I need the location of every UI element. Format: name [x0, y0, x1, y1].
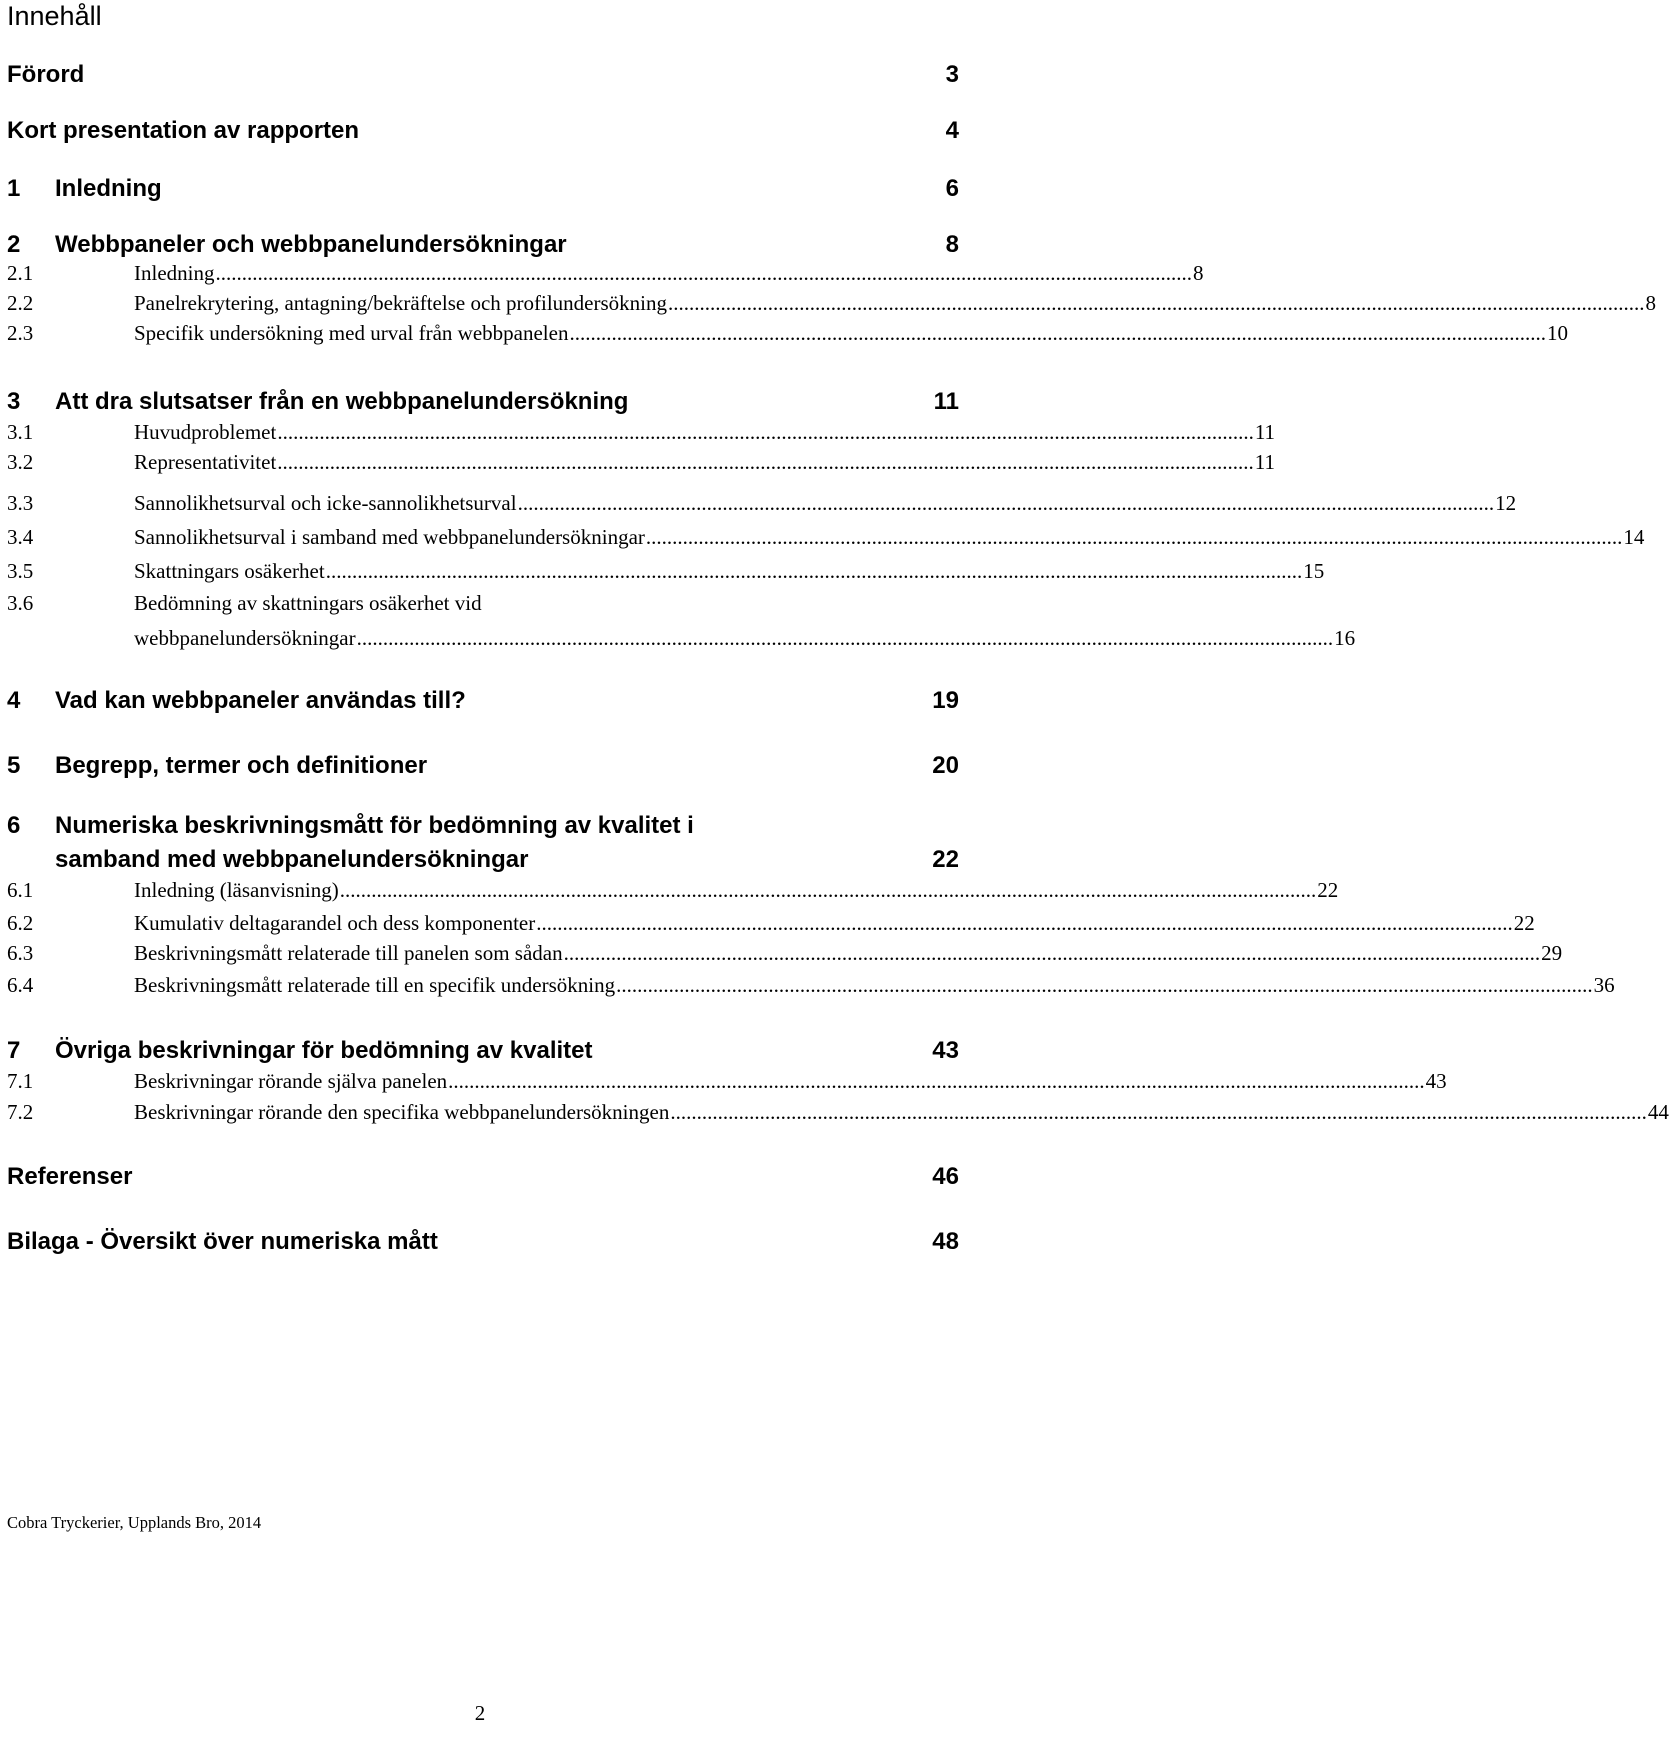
toc-entry-title: Skattningars osäkerhet [134, 559, 325, 583]
toc-entry-referenser[interactable] [7, 1162, 959, 1192]
toc-entry-number: 3.2 [7, 450, 34, 474]
toc-entry-title: Inledning [134, 261, 215, 285]
toc-entry-number: 2.3 [7, 321, 34, 345]
toc-entry-title: Representativitet [134, 450, 277, 474]
toc-entry-page: 11 [1254, 420, 1276, 444]
toc-entry-number: 3 [7, 388, 21, 415]
toc-entry-section-3-3[interactable] [7, 490, 1517, 516]
toc-entry-page: 36 [1593, 973, 1615, 997]
toc-entry-title: Att dra slutsatser från en webbpanelundersökning [55, 388, 629, 415]
toc-entry-page: 11 [933, 388, 959, 415]
toc-entry-title: Panelrekrytering, antagning/bekräftelse och profilundersökning [134, 291, 667, 315]
toc-entry-page: 46 [932, 1163, 959, 1190]
leader-dots: .......................................................................................................................................................................................... [517, 491, 1495, 515]
toc-entry-chapter-1[interactable] [7, 174, 959, 204]
leader-dots: .......................................................................................................................................................................................... [569, 321, 1546, 345]
leader-dots: .......................................................................................................................................................................................... [645, 525, 1623, 549]
toc-entry-page: 48 [932, 1228, 959, 1255]
toc-entry-section-2-3[interactable] [7, 320, 1568, 346]
toc-entry-section-7-2[interactable] [7, 1099, 1669, 1125]
toc-entry-page: 15 [1303, 559, 1325, 583]
toc-entry-section-6-4[interactable] [7, 972, 1615, 998]
leader-dots: .......................................................................................................................................................................................... [277, 450, 1254, 474]
toc-entry-chapter-5[interactable] [7, 751, 959, 781]
toc-entry-title: Webbpaneler och webbpanelundersökningar [55, 231, 567, 258]
toc-entry-section-6-3[interactable] [7, 940, 1563, 966]
toc-entry-page: 16 [1334, 626, 1356, 650]
toc-entry-title: Begrepp, termer och definitioner [55, 752, 428, 779]
leader-dots: .......................................................................................................................................................................................... [563, 941, 1541, 965]
toc-entry-title: samband med webbpanelundersökningar [55, 846, 529, 873]
toc-entry-page: 44 [1647, 1100, 1669, 1124]
toc-entry-title: Specifik undersökning med urval från webbpanelen [134, 321, 569, 345]
toc-entry-title: Vad kan webbpaneler användas till? [55, 687, 466, 714]
toc-entry-title: Referenser [7, 1163, 133, 1190]
toc-entry-title: Bilaga - Översikt över numeriska mått [7, 1228, 438, 1255]
toc-entry-chapter-3[interactable] [7, 387, 959, 417]
toc-entry-page: 43 [932, 1037, 959, 1064]
toc-entry-chapter-2[interactable] [7, 230, 959, 260]
toc-entry-page: 10 [1546, 321, 1568, 345]
toc-entry-page: 4 [945, 117, 959, 144]
toc-entry-number: 2 [7, 231, 21, 258]
leader-dots: .......................................................................................................................................................................................... [277, 420, 1254, 444]
leader-dots: .......................................................................................................................................................................................... [215, 261, 1192, 285]
toc-entry-number: 6.3 [7, 941, 34, 965]
toc-entry-number: 3.6 [7, 591, 34, 615]
toc-entry-title: Sannolikhetsurval i samband med webbpanelundersökningar [134, 525, 645, 549]
toc-entry-title: Huvudproblemet [134, 420, 277, 444]
toc-entry-title: Inledning (läsanvisning) [134, 878, 339, 902]
toc-entry-number: 7.2 [7, 1100, 34, 1124]
toc-entry-bilaga[interactable] [7, 1227, 959, 1257]
toc-entry-chapter-6-line2[interactable] [55, 845, 959, 875]
toc-entry-page: 8 [945, 231, 959, 258]
toc-entry-page: 43 [1425, 1069, 1447, 1093]
toc-entry-section-3-6-line1[interactable] [7, 590, 959, 616]
toc-entry-section-3-6-line2[interactable] [134, 625, 1356, 651]
toc-entry-number: 3.1 [7, 420, 34, 444]
toc-entry-number: 1 [7, 175, 21, 202]
toc-entry-page: 8 [1645, 291, 1656, 315]
toc-entry-forord[interactable] [7, 60, 959, 90]
leader-dots: .......................................................................................................................................................................................... [536, 911, 1513, 935]
toc-entry-title: Övriga beskrivningar för bedömning av kvalitet [55, 1037, 593, 1064]
leader-dots: .......................................................................................................................................................................................... [339, 878, 1317, 902]
printer-imprint: Cobra Tryckerier, Upplands Bro, 2014 [7, 1513, 262, 1532]
leader-dots: .......................................................................................................................................................................................... [616, 973, 1593, 997]
toc-entry-number: 2.2 [7, 291, 34, 315]
toc-entry-page: 22 [932, 846, 959, 873]
leader-dots: .......................................................................................................................................................................................... [356, 626, 1334, 650]
toc-entry-page: 12 [1495, 491, 1517, 515]
leader-dots: .......................................................................................................................................................................................... [325, 559, 1303, 583]
toc-entry-page: 3 [945, 61, 959, 88]
toc-entry-title: webbpanelundersökningar [134, 626, 356, 650]
leader-dots: .......................................................................................................................................................................................... [448, 1069, 1425, 1093]
toc-entry-number: 2.1 [7, 261, 34, 285]
toc-entry-title: Bedömning av skattningars osäkerhet vid [134, 591, 482, 615]
toc-entry-number: 7 [7, 1037, 21, 1064]
toc-entry-chapter-6-line1[interactable] [7, 811, 959, 841]
toc-entry-kort-presentation[interactable] [7, 116, 959, 146]
toc-entry-section-3-4[interactable] [7, 524, 1645, 550]
toc-entry-number: 3.4 [7, 525, 34, 549]
toc-entry-section-2-1[interactable] [7, 260, 1204, 286]
toc-entry-number: 6.2 [7, 911, 34, 935]
toc-entry-page: 22 [1317, 878, 1339, 902]
toc-entry-page: 11 [1254, 450, 1276, 474]
toc-entry-title: Beskrivningsmått relaterade till panelen som sådan [134, 941, 563, 965]
toc-entry-section-6-1[interactable] [7, 877, 1339, 903]
toc-entry-chapter-4[interactable] [7, 686, 959, 716]
leader-dots: .......................................................................................................................................................................................... [668, 291, 1645, 315]
leader-dots: .......................................................................................................................................................................................... [670, 1100, 1647, 1124]
toc-entry-title: Beskrivningar rörande själva panelen [134, 1069, 448, 1093]
toc-entry-section-2-2[interactable] [7, 290, 1656, 316]
toc-entry-number: 4 [7, 687, 21, 714]
toc-heading: Innehåll [7, 1, 102, 31]
toc-entry-page: 14 [1623, 525, 1645, 549]
toc-entry-number: 3.5 [7, 559, 34, 583]
toc-entry-title: Förord [7, 61, 85, 88]
toc-entry-section-7-1[interactable] [7, 1068, 1447, 1094]
toc-entry-number: 3.3 [7, 491, 34, 515]
toc-entry-chapter-7[interactable] [7, 1036, 959, 1066]
toc-entry-page: 6 [945, 175, 959, 202]
toc-entry-title: Numeriska beskrivningsmått för bedömning av kvalitet i [55, 812, 694, 839]
toc-entry-page: 29 [1541, 941, 1563, 965]
toc-entry-page: 22 [1513, 911, 1535, 935]
toc-entry-section-3-5[interactable] [7, 558, 1325, 584]
toc-entry-number: 6.4 [7, 973, 34, 997]
toc-entry-section-6-2[interactable] [7, 910, 1535, 936]
toc-entry-page: 20 [932, 752, 959, 779]
toc-entry-title: Inledning [55, 175, 162, 202]
toc-entry-title: Beskrivningar rörande den specifika webbpanelundersökningen [134, 1100, 670, 1124]
toc-entry-title: Sannolikhetsurval och icke-sannolikhetsurval [134, 491, 517, 515]
toc-entry-page: 8 [1192, 261, 1204, 285]
toc-entry-title: Beskrivningsmått relaterade till en specifik undersökning [134, 973, 616, 997]
toc-entry-number: 6 [7, 812, 21, 839]
toc-entry-page: 19 [932, 687, 959, 714]
toc-entry-number: 5 [7, 752, 21, 779]
toc-entry-number: 6.1 [7, 878, 34, 902]
toc-entry-title: Kort presentation av rapporten [7, 117, 360, 144]
toc-entry-title: Kumulativ deltagarandel och dess komponenter [134, 911, 536, 935]
toc-entry-section-3-2[interactable] [7, 449, 1276, 475]
toc-entry-section-3-1[interactable] [7, 419, 1276, 445]
toc-entry-number: 7.1 [7, 1069, 34, 1093]
page-number: 2 [474, 1701, 486, 1725]
